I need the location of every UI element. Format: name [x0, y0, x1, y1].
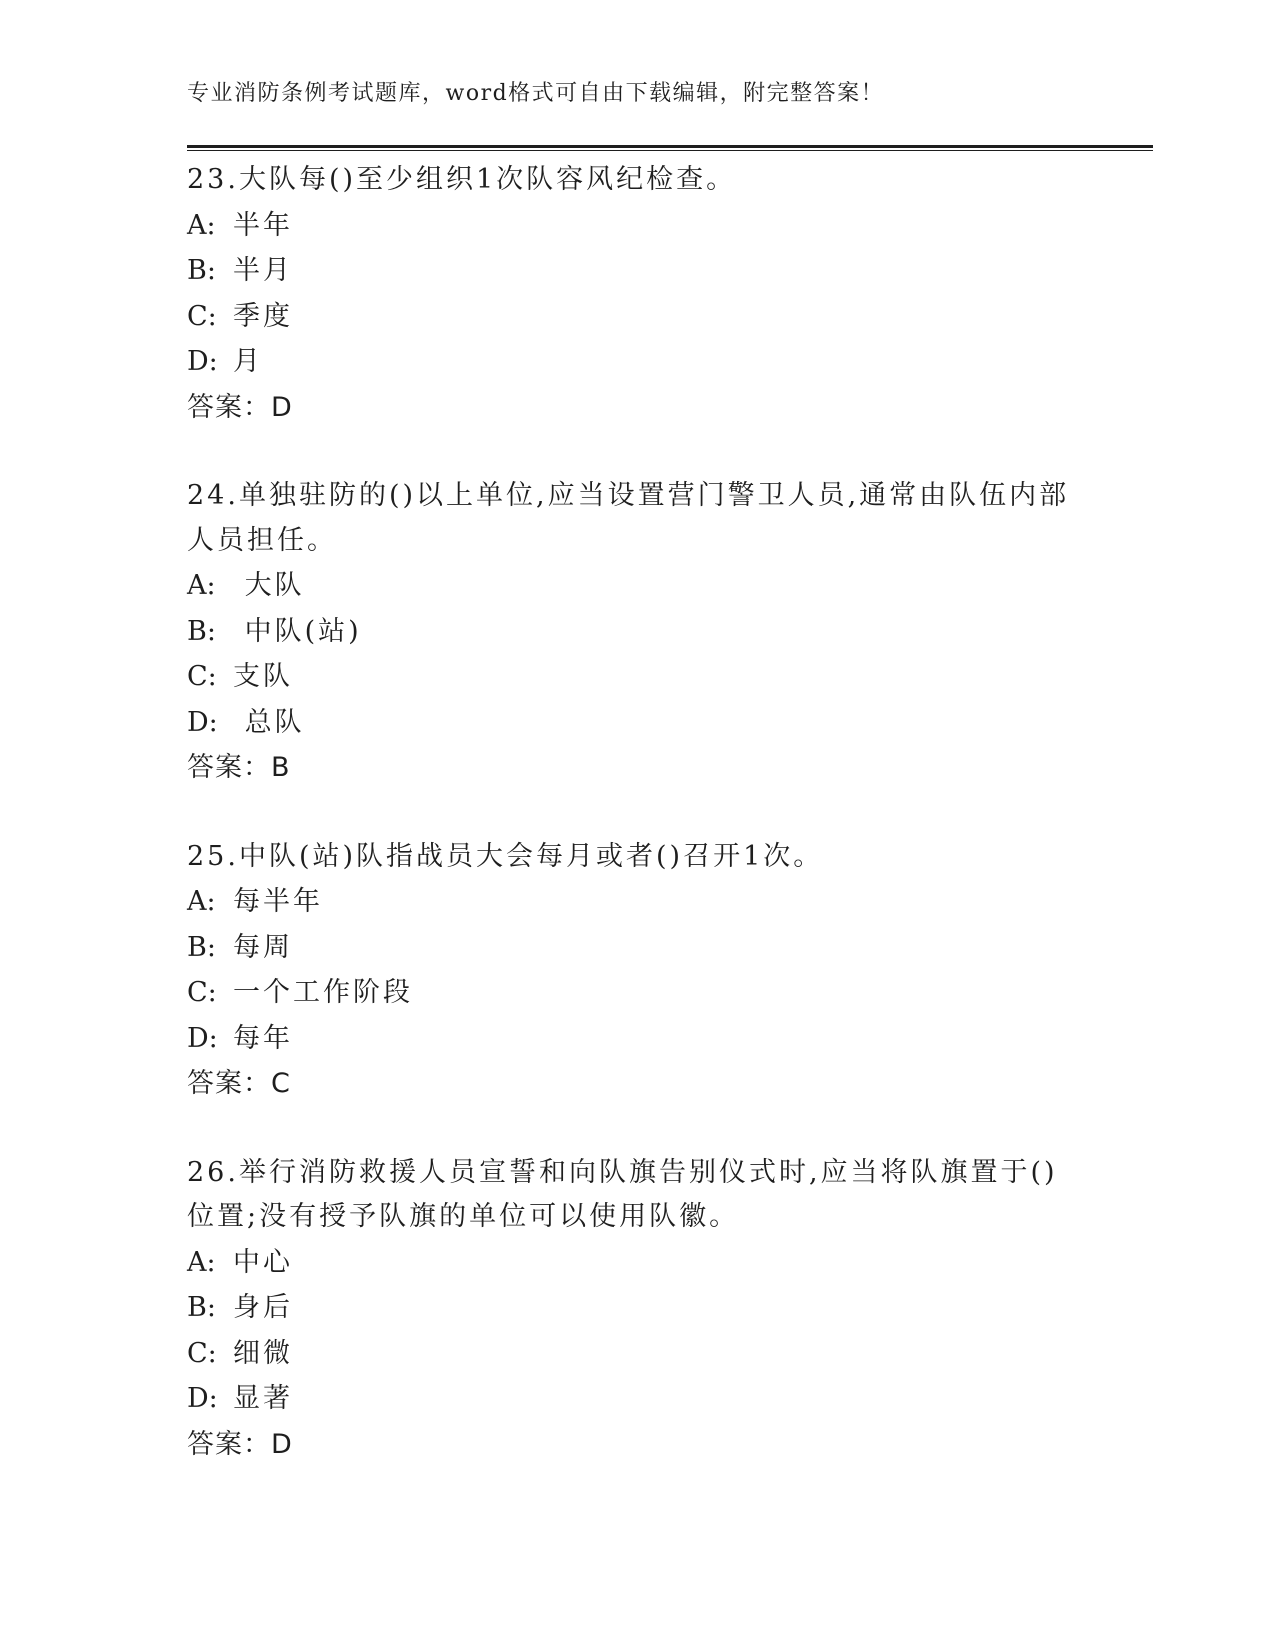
option-c — [187, 1331, 1087, 1377]
question-stem: 26.举行消防救援人员宣誓和向队旗告别仪式时,应当将队旗置于()位置;没有授予队旗的单位可以使用队徽。 — [187, 1156, 1058, 1232]
option-c — [187, 970, 1087, 1016]
option-b — [187, 925, 1087, 971]
option-text: 一个工作阶段 — [233, 977, 413, 1008]
header-rule-thick — [187, 145, 1153, 148]
option-text: 总队 — [233, 706, 305, 738]
question-stem: 25.中队(站)队指战员大会每月或者()召开1次。 — [187, 840, 824, 872]
option-text: 每周 — [233, 931, 293, 963]
option-text: 大队 — [233, 570, 305, 601]
page-header: 专业消防条例考试题库，word格式可自由下载编辑，附完整答案！ — [187, 81, 885, 106]
option-text: 季度 — [233, 300, 293, 332]
option-a — [187, 563, 1087, 609]
option-c — [187, 654, 1087, 700]
option-d — [187, 700, 1087, 746]
question-list — [187, 158, 1087, 1511]
option-label: B: — [187, 1292, 216, 1323]
option-b — [187, 609, 1087, 655]
option-c — [187, 294, 1087, 340]
option-label: A: — [187, 1246, 216, 1278]
answer-line: 答案：D — [187, 1428, 293, 1460]
question-stem: 24.单独驻防的()以上单位,应当设置营门警卫人员,通常由队伍内部人员担任。 — [187, 480, 1070, 556]
option-text: 中队(站) — [233, 615, 362, 647]
option-text: 显著 — [233, 1383, 293, 1414]
question-26 — [187, 1151, 1087, 1468]
option-a — [187, 1240, 1087, 1286]
header-rule-thin — [187, 150, 1153, 151]
answer-line: 答案：C — [187, 1068, 291, 1099]
question-stem: 23.大队每()至少组织1次队容风纪检查。 — [187, 164, 737, 195]
option-label: A: — [187, 886, 216, 917]
option-text: 身后 — [233, 1292, 293, 1323]
option-b — [187, 1285, 1087, 1331]
question-25 — [187, 835, 1087, 1107]
option-label: D: — [187, 1383, 218, 1414]
answer-line: 答案：B — [187, 752, 291, 783]
option-a — [187, 203, 1087, 249]
option-d — [187, 1376, 1087, 1422]
option-text: 每年 — [233, 1022, 293, 1054]
option-label: C: — [187, 661, 217, 692]
option-a — [187, 879, 1087, 925]
option-label: C: — [187, 300, 217, 332]
option-text: 细微 — [233, 1337, 293, 1369]
option-label: B: — [187, 615, 216, 647]
option-text: 半月 — [233, 255, 293, 286]
question-24 — [187, 474, 1087, 791]
option-label: B: — [187, 255, 216, 286]
option-label: D: — [187, 1022, 218, 1054]
question-23 — [187, 158, 1087, 430]
option-b — [187, 248, 1087, 294]
option-text: 半年 — [233, 209, 293, 241]
option-label: D: — [187, 346, 218, 377]
option-text: 月 — [233, 346, 263, 377]
option-d — [187, 1016, 1087, 1062]
option-label: B: — [187, 931, 216, 963]
option-label: D: — [187, 706, 218, 738]
option-label: A: — [187, 570, 216, 601]
option-d — [187, 339, 1087, 385]
option-label: A: — [187, 209, 216, 241]
option-text: 每半年 — [233, 886, 323, 917]
option-label: C: — [187, 1337, 217, 1369]
option-text: 支队 — [233, 661, 293, 692]
option-label: C: — [187, 977, 217, 1008]
option-text: 中心 — [233, 1246, 293, 1278]
answer-line: 答案：D — [187, 391, 293, 423]
